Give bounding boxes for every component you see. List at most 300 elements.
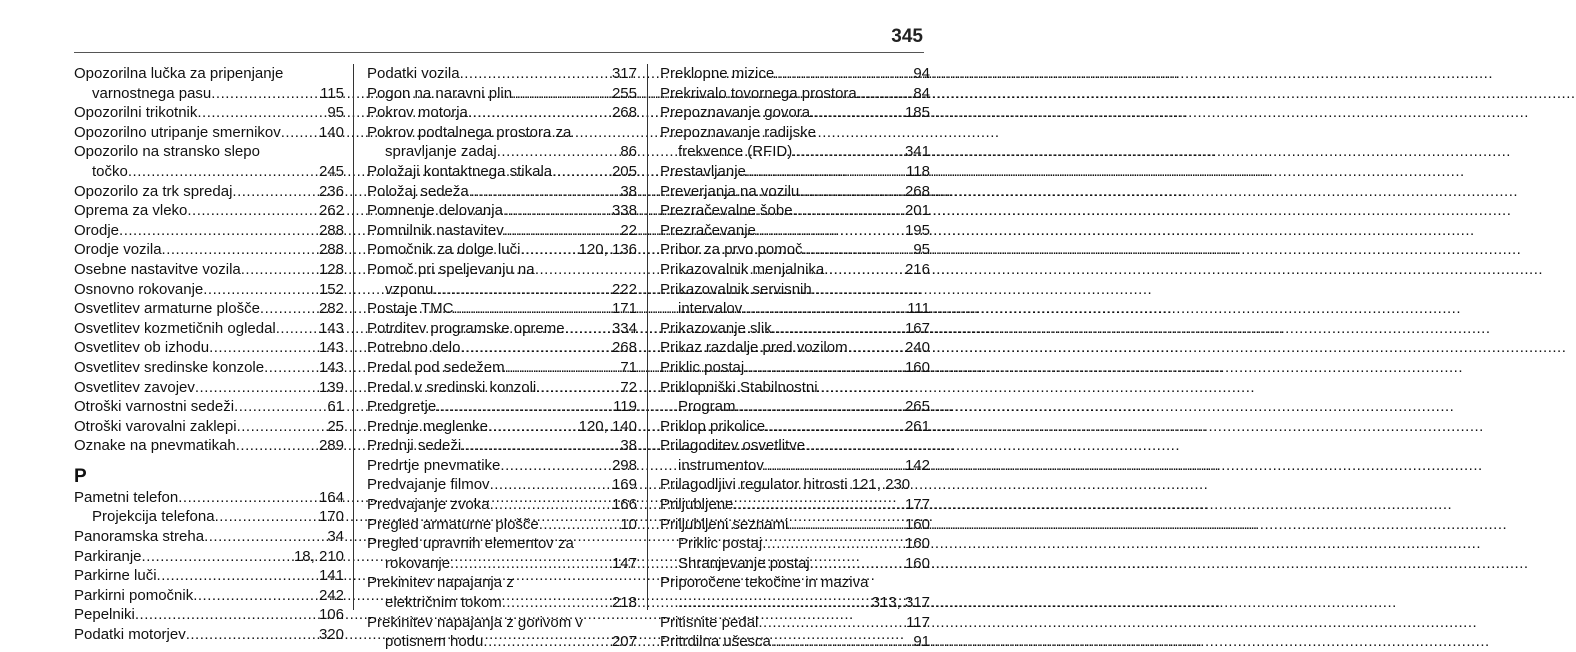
index-entry [74,586,344,606]
index-entry [74,338,344,358]
page-reference: 117 [906,613,930,631]
dot-leader [744,358,904,378]
index-entry-line [74,566,344,586]
index-entry-line [367,436,637,456]
entry-label: Postaje TMC [367,300,454,318]
dot-leader [215,507,318,527]
index-subentry [367,632,637,652]
entry-label: točko [92,162,128,180]
entry-label: Predal pod sedežem [367,358,505,376]
entry-label: Prekrivalo tovornega prostora [660,84,857,102]
entry-label: Predvajanje filmov [367,476,490,494]
index-entry-line: Opozorilna lučka za pripenjanje [74,65,284,82]
page-reference: 170 [318,508,344,526]
dot-leader [500,456,611,476]
index-entry-line [74,182,344,202]
dot-leader [260,299,318,319]
page-reference: 201 [904,202,930,220]
dot-leader [483,632,611,652]
entry-label: Podatki motorjev [74,626,186,644]
dot-leader [119,221,318,241]
page-reference: 169 [611,476,637,494]
entry-label: rokovanje [385,554,451,572]
index-subentry [660,456,930,476]
page-reference: 143 [318,319,344,337]
dot-leader [742,299,906,319]
dot-leader [490,475,611,495]
index-entry-line [660,221,930,241]
dot-leader [264,358,318,378]
index-entry-line [367,84,637,104]
dot-leader [793,201,904,221]
dot-leader [565,319,611,339]
page-reference: 119 [613,398,637,416]
dot-leader [772,319,904,339]
entry-label: Osebne nastavitve vozila [74,260,241,278]
index-entry-line [367,456,637,476]
index-entry-line [74,527,344,547]
entry-label: Otroški varnostni sedeži [74,398,235,416]
index-entry-line [74,123,344,143]
dot-leader [502,593,611,613]
entry-label: Prikazovalnik menjalnika [660,260,825,278]
page-reference: 245 [318,162,344,180]
page-reference: 341 [904,143,930,161]
dot-leader [469,182,620,202]
index-entry-line [74,201,344,221]
index-entry [660,64,930,84]
entry-label: Osvetlitev armaturne plošče [74,300,260,318]
index-entry-line: Prikazovalnik servisnih [660,280,812,298]
index-entry [74,64,344,103]
index-subentry [660,534,930,554]
page-reference: 72 [620,378,637,396]
index-entry-line: Pokrov podtalnega prostora za [367,123,572,141]
dot-leader [460,338,611,358]
page-reference: 268 [904,182,930,200]
page-reference: 84 [913,84,930,102]
index-subentry [367,554,637,574]
entry-label: Osnovno rokovanje [74,280,204,298]
page-reference: 289 [318,437,344,455]
index-entry-line [367,495,637,515]
entry-label: Predal v sredinski konzoli [367,378,537,396]
index-entry [74,397,344,417]
entry-label: Prednji sedeži [367,437,462,455]
entry-label: Otroški varovalni zaklepi [74,417,237,435]
index-entry-line: Pregled upravnih elementov za [367,535,574,553]
index-entry [660,162,930,182]
page-reference: 240 [904,339,930,357]
dot-leader [203,280,318,300]
column-divider [353,64,354,610]
index-entry-line [367,378,637,398]
index-entry-line [367,338,637,358]
index-entry-line [660,495,930,515]
index-entry-line [74,260,344,280]
index-entry [367,64,637,84]
index-entry [367,103,637,123]
index-entry-line [74,605,344,625]
index-entry-line [367,162,637,182]
index-entry [74,378,344,398]
page-reference: 18, 210 [293,547,344,565]
page-reference: 236 [318,182,344,200]
index-subentry [74,162,344,182]
index-entry-line [660,358,930,378]
index-subentry [367,593,637,613]
index-entry [660,475,930,495]
page-reference: 152 [318,280,344,298]
index-entry [660,378,930,417]
dot-leader [505,358,620,378]
page-reference: 313, 317 [871,594,930,612]
dot-leader [803,240,913,260]
page-reference: 255 [611,84,637,102]
index-entry-line: Prekinitev napajanja z gorivom v [367,613,583,631]
index-entry-line: Opozorilo na stransko slepo [74,143,260,161]
entry-label: Pregled armaturne plošče [367,515,539,533]
page-reference: 288 [318,221,344,239]
index-entry-line [660,64,930,84]
dot-leader [232,182,318,202]
entry-label: Pomnilnik nastavitev [367,221,504,239]
page-reference: 160 [904,535,930,553]
entry-label: Potrditev programske opreme [367,319,565,337]
index-entry [660,436,930,475]
page-reference: 106 [318,606,344,624]
index-entry-line [74,378,344,398]
dot-leader [488,417,578,437]
index-entry [74,240,344,260]
dot-leader [460,64,611,84]
entry-label: Prikazovanje slik [660,319,772,337]
dot-leader [539,515,620,535]
page-reference: 242 [318,586,344,604]
index-entry [660,573,930,612]
dot-leader [237,417,327,437]
dot-leader [762,534,904,554]
index-entry-line [74,240,344,260]
index-entry-line [660,240,930,260]
dot-leader [178,488,318,508]
page-reference: 164 [318,488,344,506]
index-entry [74,358,344,378]
index-entry [660,358,930,378]
entry-label: Preverjanja na vozilu [660,182,800,200]
page-reference: 265 [904,398,930,416]
page-reference: 334 [611,319,637,337]
page-reference: 25 [327,417,344,435]
index-entry [367,515,637,535]
dot-leader [678,593,871,613]
index-entry [660,417,930,437]
index-column-2 [367,64,637,652]
page-reference: 167 [904,319,930,337]
dot-leader [204,527,326,547]
page-reference: 166 [611,496,637,514]
dot-leader [799,182,904,202]
index-entry-line [660,182,930,202]
entry-label: Projekcija telefona [92,508,215,526]
column-divider [647,64,648,610]
index-entry [74,566,344,586]
header-rule [74,52,924,53]
entry-label: Predgretje [367,398,437,416]
entry-label: Potrebno delo [367,339,461,357]
index-entry-line [74,280,344,300]
index-entry-line [660,201,930,221]
entry-label: Parkirni pomočnik [74,586,194,604]
page-reference: 317 [611,65,637,82]
index-entry-line [367,201,637,221]
dot-leader [209,338,318,358]
entry-label: Pomnenje delovanja [367,202,503,220]
index-entry [660,103,930,123]
index-entry [660,84,930,104]
index-subentry [660,142,930,162]
page-reference: 115 [320,84,344,102]
index-entry-line [367,221,637,241]
dot-leader [857,84,913,104]
dot-leader [774,64,912,84]
page-reference: 160 [904,358,930,376]
entry-label: Položaji kontaktnega stikala [367,162,553,180]
dot-leader [436,397,612,417]
entry-label: Preklopne mizice [660,65,775,82]
dot-leader [234,397,326,417]
entry-label: Priklic postaj [660,358,745,376]
index-entry [660,319,930,339]
index-entry [74,547,344,567]
index-entry [367,201,637,221]
page-reference: 268 [611,104,637,122]
index-entry [74,299,344,319]
dot-leader [186,625,318,645]
index-entry-line: Prekinitev napajanja z [367,574,514,592]
entry-label: Pepelniki [74,606,135,624]
index-entry [660,201,930,221]
page-reference: 34 [327,528,344,546]
entry-label: Opozorilni trikotnik [74,104,198,122]
index-entry-line [74,586,344,606]
entry-label: Priljubljeni seznami [660,515,789,533]
index-entry-line [74,299,344,319]
dot-leader [764,456,904,476]
index-entry [74,417,344,437]
dot-leader [281,123,318,143]
index-entry-line [660,319,930,339]
index-entry-line: Prilagoditev osvetlitve [660,437,806,455]
index-entry [74,605,344,625]
page-reference: 147 [611,554,637,572]
entry-label: Pomočnik za dolge luči [367,241,521,259]
index-entry-line [367,475,637,495]
index-entry [74,280,344,300]
page-reference: 282 [318,300,344,318]
index-subentry [367,280,637,300]
index-entry-line: Priklopniški Stabilnostni [660,378,818,396]
index-entry [74,142,344,181]
entry-label: varnostnega pasu [92,84,212,102]
index-entry [74,260,344,280]
index-entry-line [367,358,637,378]
dot-leader [187,201,318,221]
dot-leader [503,201,611,221]
dot-leader [461,436,619,456]
index-entry-line [367,397,637,417]
page-reference: 120, 136 [578,241,637,259]
entry-label: Opozorilo za trk spredaj [74,182,233,200]
page-reference: 218 [611,594,637,612]
index-subentry [660,593,930,613]
page-reference: 207 [611,633,637,651]
dot-leader [197,103,326,123]
index-entry-line [660,103,930,123]
dot-leader [788,515,904,535]
index-entry-line [660,417,930,437]
entry-label: Prezračevanje [660,221,756,239]
index-entry-line [367,182,637,202]
entry-label: vzponu [385,280,434,298]
index-entry [367,338,637,358]
index-subentry [660,554,930,574]
entry-label: električnim tokom [385,594,502,612]
entry-label: Predrtje pnevmatike [367,456,501,474]
index-entry-line [74,436,344,456]
page-reference: 61 [327,398,344,416]
entry-label: Shranjevanje postaj [678,554,810,572]
page-reference: 94 [913,65,930,82]
index-entry-line [74,103,344,123]
page-reference: 139 [318,378,344,396]
index-column-1 [74,64,344,645]
page-reference: 142 [904,456,930,474]
page-reference: 143 [318,358,344,376]
entry-label: Parkiranje [74,547,142,565]
index-entry [367,260,637,299]
index-entry-line [660,162,930,182]
page-reference: 195 [904,221,930,239]
index-entry-line [74,338,344,358]
dot-leader [497,142,620,162]
index-entry [74,527,344,547]
index-entry-line: Prepoznavanje radijske [660,123,816,141]
dot-leader [824,260,904,280]
entry-label: Parkirne luči [74,567,157,585]
page-number: 345 [891,26,923,47]
entry-label: Osvetlitev ob izhodu [74,339,210,357]
entry-label: Položaj sedeža [367,182,469,200]
index-entry [367,456,637,476]
page-reference: 222 [611,280,637,298]
page-reference: 95 [327,104,344,122]
page-reference: 111 [907,300,930,318]
index-entry [660,515,930,574]
index-entry [367,495,637,515]
index-entry [367,358,637,378]
index-entry [660,221,930,241]
dot-leader [453,299,611,319]
index-subentry [660,299,930,319]
dot-leader [490,495,611,515]
entry-label: Priljubljene [660,496,734,514]
entry-label: Prezračevalne šobe [660,202,793,220]
index-subentry [660,397,930,417]
dot-leader [128,162,318,182]
dot-leader [810,554,904,574]
index-entry-line [660,260,930,280]
dot-leader [142,547,293,567]
index-entry-line [74,358,344,378]
page-reference: 71 [620,358,637,376]
dot-leader [733,495,904,515]
index-entry [367,162,637,182]
dot-leader [512,84,611,104]
index-entry [74,123,344,143]
index-entry [74,436,344,456]
dot-leader [552,162,611,182]
index-entry [367,573,637,612]
page-reference: 38 [620,437,637,455]
entry-label: Prikaz razdalje pred vozilom [660,339,848,357]
index-entry-line [660,338,930,358]
index-entry [660,338,930,358]
index-entry-line [660,84,930,104]
index-entry-line [660,632,930,652]
entry-label: Prestavljanje [660,162,746,180]
index-entry-line [367,417,637,437]
index-entry-line [367,319,637,339]
entry-label: Pritisnite pedal [660,613,759,631]
page-reference: 38 [620,182,637,200]
index-entry-line [660,613,930,633]
index-entry [74,488,344,527]
index-entry [367,475,637,495]
index-entry-line [74,417,344,437]
index-subentry [74,84,344,104]
index-entry-line [74,625,344,645]
page-reference: 320 [318,626,344,644]
dot-leader [195,378,318,398]
entry-label: Pritrdilna ušesca [660,633,771,651]
page-reference: 338 [611,202,637,220]
page-reference: 262 [318,202,344,220]
index-entry-line [74,547,344,567]
dot-leader [536,378,619,398]
dot-leader [157,566,318,586]
index-entry [660,240,930,260]
page-reference: 22 [620,221,637,239]
index-entry [74,103,344,123]
dot-leader [211,84,319,104]
entry-label: Prepoznavanje govora [660,104,811,122]
page-reference: 268 [611,339,637,357]
entry-label: Prednje meglenke [367,417,488,435]
index-entry [74,319,344,339]
entry-label: Priklop prikolice [660,417,766,435]
entry-label: Pribor za prvo pomoč [660,241,803,259]
entry-label: Orodje vozila [74,241,162,259]
dot-leader [433,280,611,300]
page-reference: 128 [318,260,344,278]
page-reference: 298 [611,456,637,474]
index-entry-line: Prilagodljivi regulator hitrosti 121, 230 [660,476,911,494]
index-entry [367,123,637,162]
dot-leader [276,319,318,339]
index-entry-line [367,240,637,260]
dot-leader [504,221,620,241]
